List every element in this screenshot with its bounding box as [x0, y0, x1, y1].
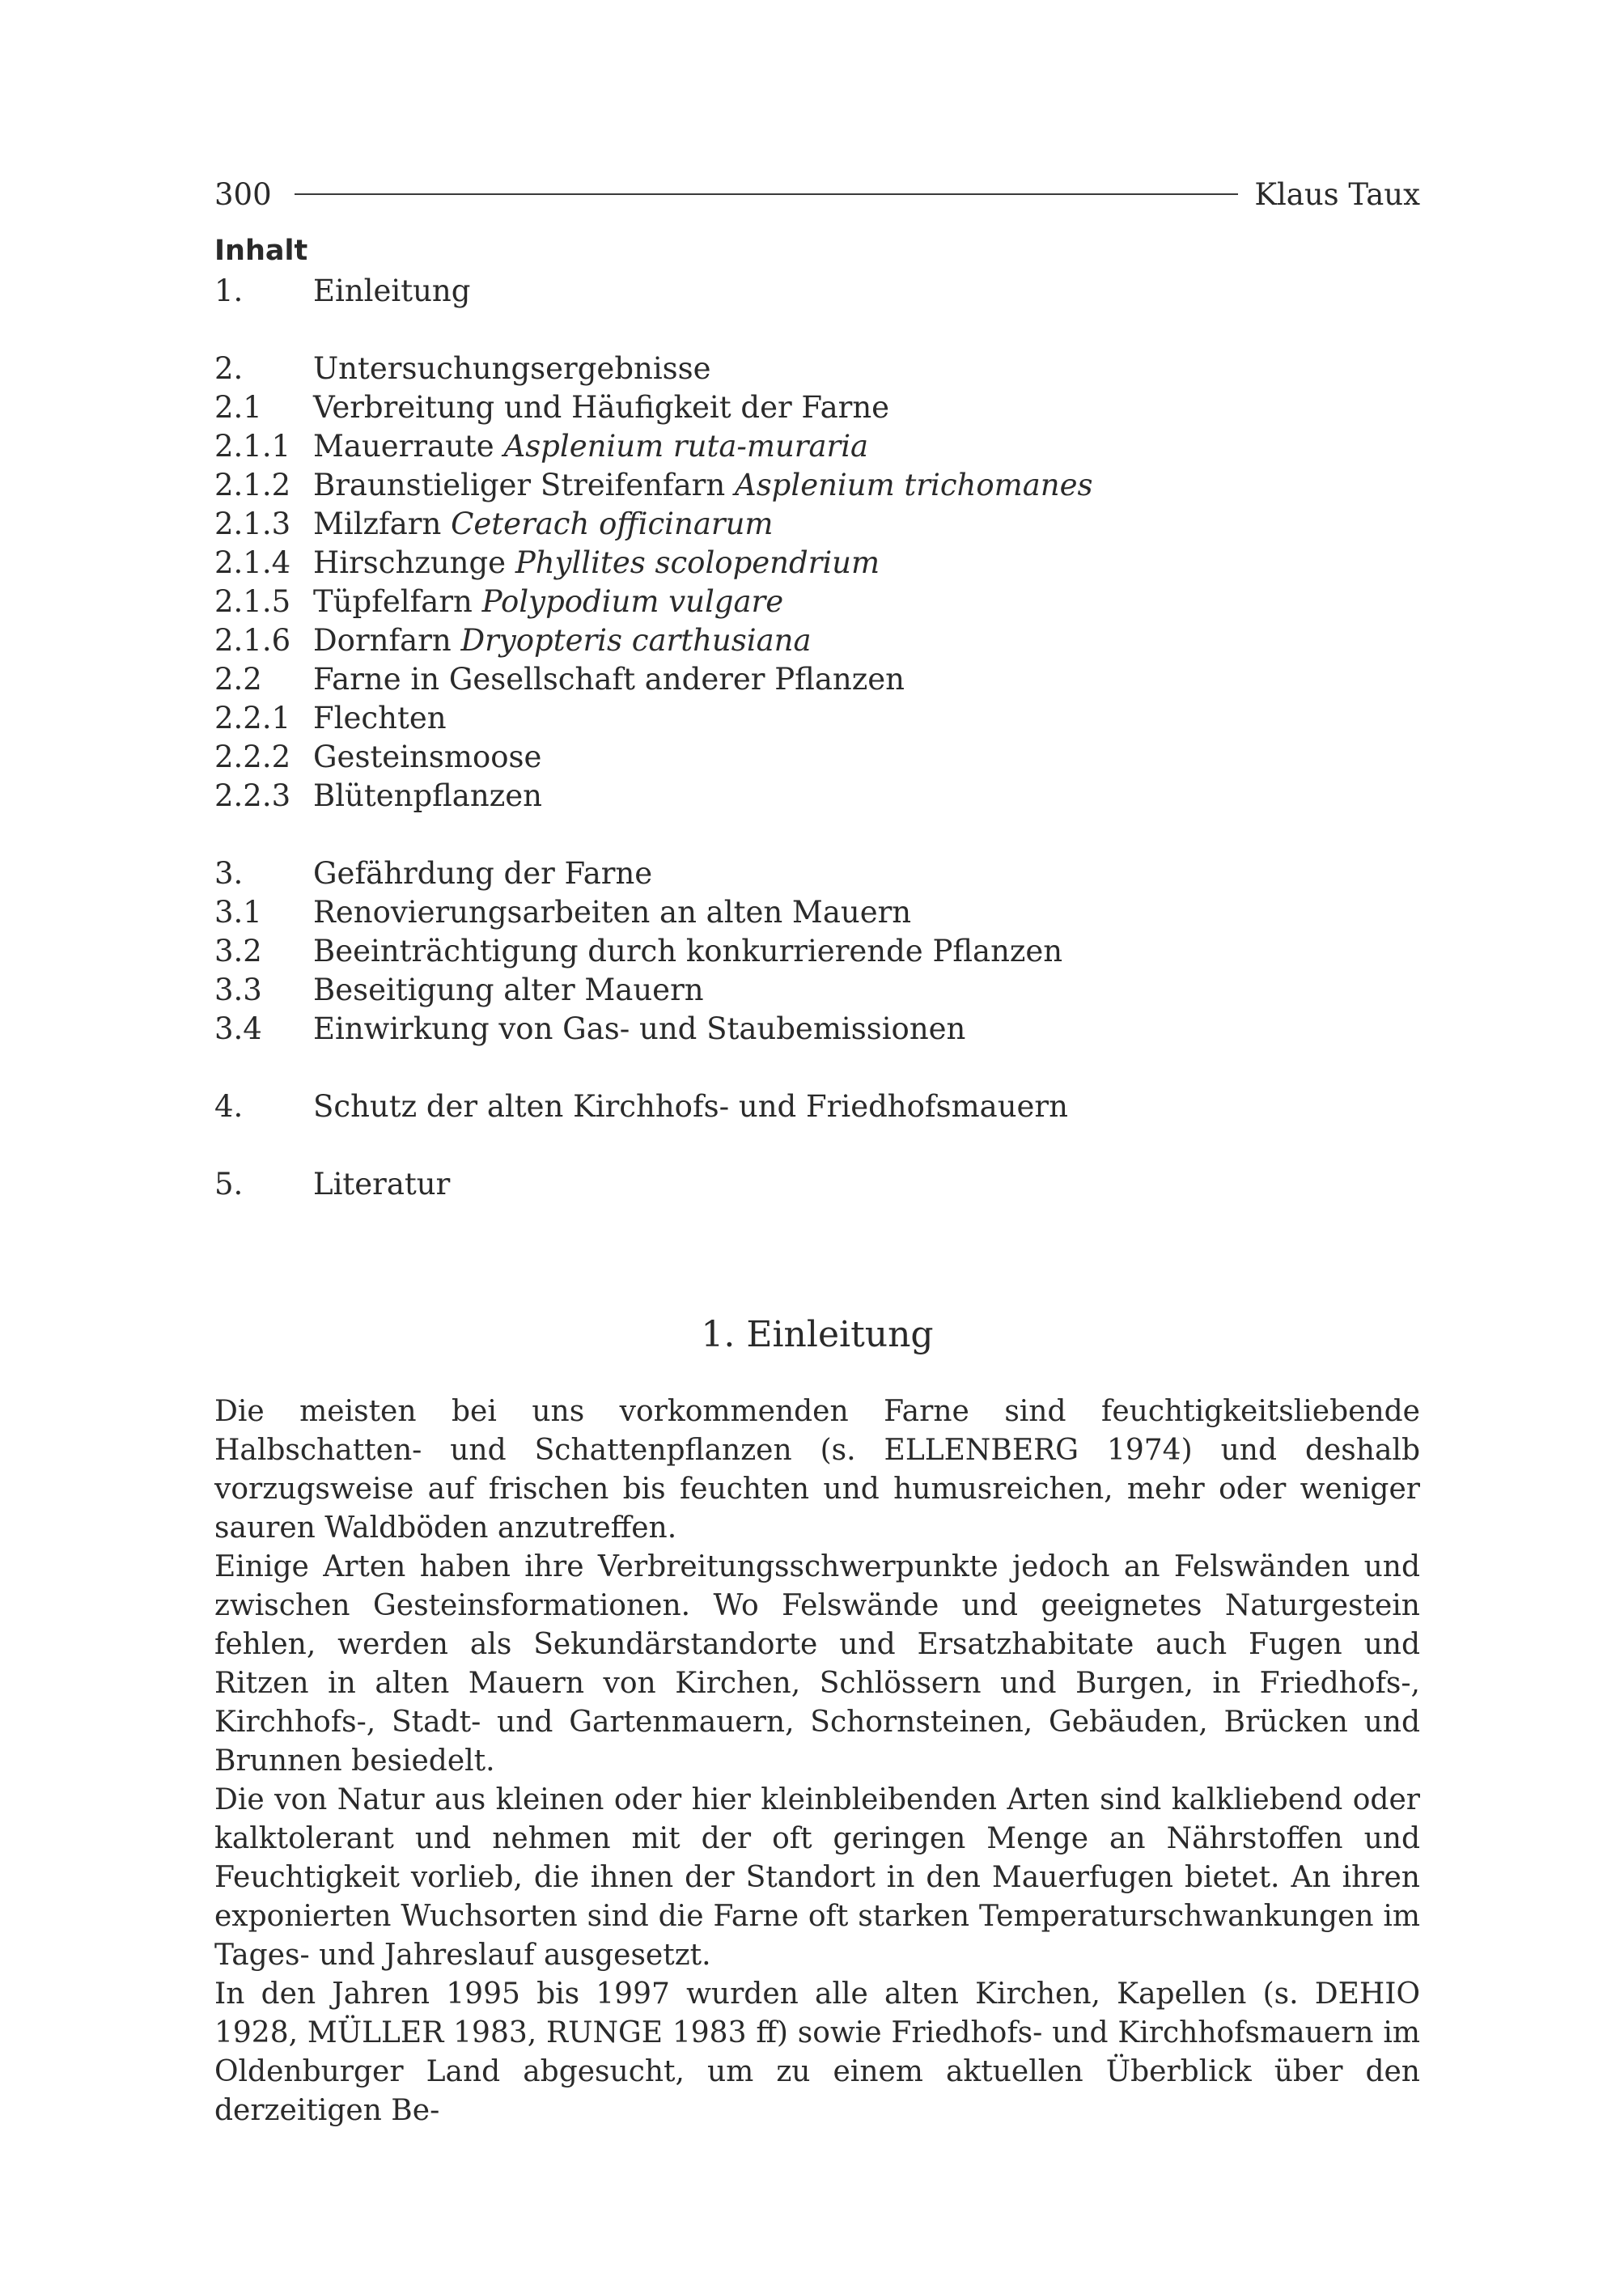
body-paragraph: Einige Arten haben ihre Verbreitungsschwerpunkte jedoch an Felswänden und zwischen Gesteinsformationen. Wo Felswände und geeignetes Naturgestein fehlen, werden als Sekundärstandorte und Ersatzhabitate auch Fugen und Ritzen in alten Mauern von Kirchen, Schlössern und Burgen, in Friedhofs-, Kirchhofs-, Stadt- und Gartenmauern, Schornsteinen, Gebäuden, Brücken und Brunnen besiedelt. — [214, 1550, 1420, 1778]
toc-entry-number: 2.2 — [214, 662, 262, 697]
toc-entry-title: Schutz der alten Kirchhofs- und Friedhofsmauern — [313, 1089, 1068, 1124]
toc-entry-title: Literatur — [313, 1167, 451, 1202]
toc-entry-title: Gesteinsmoose — [313, 740, 542, 774]
toc-entry-text — [313, 621, 812, 660]
header-author: Klaus Taux — [1254, 176, 1420, 212]
toc-entry-text — [313, 893, 911, 932]
toc-entry-text — [313, 350, 711, 388]
toc-entry-number: 2.1.3 — [214, 506, 291, 541]
toc-entry-number: 3.2 — [214, 934, 262, 968]
toc-entry-number: 3.1 — [214, 895, 262, 930]
toc-entry-text — [313, 505, 774, 544]
toc-entry-number: 3.3 — [214, 973, 262, 1007]
toc-entry-text — [313, 699, 447, 738]
toc-entry-number: 2.2.2 — [214, 740, 291, 774]
section-body — [214, 1392, 1420, 2130]
toc-entry-species: Polypodium vulgare — [481, 584, 784, 619]
body-paragraph: In den Jahren 1995 bis 1997 wurden alle alten Kirchen, Kapellen (s. DEHIO 1928, MÜLLER 1983, RUNGE 1983 ff) sowie Friedhofs- und Kirchhofsmauern im Oldenburger Land abgesucht, um zu einem aktuellen Überblick über den derzeitigen Be- — [214, 1977, 1420, 2127]
toc-entry-text — [313, 971, 704, 1010]
toc-entry-title: Hirschzunge — [313, 545, 507, 580]
toc-entry-title: Einwirkung von Gas- und Staubemissionen — [313, 1011, 966, 1046]
toc-entry-title: Beeinträchtigung durch konkurrierende Pflanzen — [313, 934, 1063, 968]
toc-entry-text — [313, 466, 1093, 505]
toc-entry-title: Mauerraute — [313, 429, 494, 464]
toc-entry-number: 3. — [214, 856, 244, 891]
toc-entry-species: Phyllites scolopendrium — [515, 545, 880, 580]
body-paragraph: Die von Natur aus kleinen oder hier kleinbleibenden Arten sind kalkliebend oder kalktolerant und nehmen mit der oft geringen Menge an Nährstoffen und Feuchtigkeit vorlieb, die ihnen der Standort in den Mauerfugen bietet. An ihren exponierten Wuchsorten sind die Farne oft starken Temperaturschwankungen im Tages- und Jahreslauf ausgesetzt. — [214, 1783, 1420, 1972]
toc-entry-text — [313, 1165, 450, 1204]
page-number: 300 — [214, 176, 272, 212]
toc-entry-number: 5. — [214, 1167, 244, 1202]
toc-entry-species: Asplenium trichomanes — [734, 468, 1093, 502]
toc-entry-text — [313, 1010, 965, 1049]
toc-entry-species: Dryopteris carthusiana — [460, 623, 812, 658]
toc-entry-text — [313, 583, 783, 621]
toc-entry-number: 2.1.6 — [214, 623, 291, 658]
toc-entry-number: 2.1 — [214, 390, 262, 425]
toc-entry-number: 2.1.1 — [214, 429, 291, 464]
toc-entry-text — [313, 854, 652, 893]
page — [214, 0, 1420, 2293]
toc-entry-text — [313, 272, 470, 311]
toc-entry-number: 3.4 — [214, 1011, 262, 1046]
toc-entry-number: 2.1.4 — [214, 545, 291, 580]
toc-entry-text — [313, 427, 868, 466]
toc-entry-number: 4. — [214, 1089, 244, 1124]
toc-entry-text — [313, 660, 905, 699]
toc-entry-number: 2.1.2 — [214, 468, 291, 502]
toc-entry-text — [313, 738, 541, 777]
toc-entry-title: Renovierungsarbeiten an alten Mauern — [313, 895, 912, 930]
toc-entry-text — [313, 544, 880, 583]
toc-entry-species: Ceterach officinarum — [451, 506, 774, 541]
section-heading: 1. Einleitung — [701, 1314, 934, 1355]
toc-entry-title: Braunstieliger Streifenfarn — [313, 468, 726, 502]
running-header — [214, 172, 1420, 217]
toc-entry-text — [313, 388, 889, 427]
toc-entry-text — [313, 932, 1062, 971]
toc-entry-title: Milzfarn — [313, 506, 442, 541]
toc-entry-title: Farne in Gesellschaft anderer Pflanzen — [313, 662, 905, 697]
toc-entry-title: Gefährdung der Farne — [313, 856, 653, 891]
toc-entry-text — [313, 1087, 1068, 1126]
toc-title: Inhalt — [214, 235, 308, 267]
body-paragraph: Die meisten bei uns vorkommenden Farne sind feuchtigkeitsliebende Halbschatten- und Schattenpflanzen (s. ELLENBERG 1974) und deshalb vorzugsweise auf frischen bis feuchten und humusreichen, mehr oder weniger sauren Waldböden anzutreffen. — [214, 1395, 1420, 1545]
toc-entry-number: 1. — [214, 273, 244, 308]
toc-entry-number: 2.1.5 — [214, 584, 291, 619]
toc-entry-title: Untersuchungsergebnisse — [313, 351, 711, 386]
toc-entry-title: Verbreitung und Häufigkeit der Farne — [313, 390, 890, 425]
toc-entry-number: 2. — [214, 351, 244, 386]
toc-entry-title: Flechten — [313, 701, 447, 735]
toc-entry-title: Beseitigung alter Mauern — [313, 973, 704, 1007]
toc-entry-text — [313, 777, 542, 816]
toc-entry-title: Blütenpflanzen — [313, 778, 542, 813]
toc-entry-title: Dornfarn — [313, 623, 452, 658]
toc-entry-title: Einleitung — [313, 273, 471, 308]
toc-entry-title: Tüpfelfarn — [313, 584, 473, 619]
toc-entry-number: 2.2.1 — [214, 701, 291, 735]
toc-entry-number: 2.2.3 — [214, 778, 291, 813]
header-rule — [295, 193, 1239, 195]
toc-entry-species: Asplenium ruta-muraria — [503, 429, 869, 464]
